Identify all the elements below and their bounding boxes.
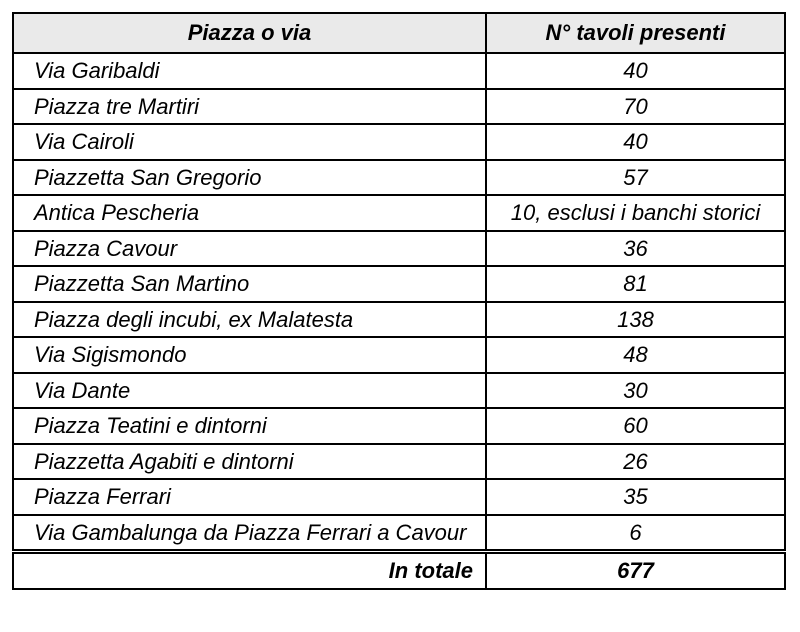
header-row <box>13 13 785 53</box>
tables-cell: 40 <box>486 53 785 89</box>
table-row <box>13 444 785 480</box>
place-cell: Piazza Teatini e dintorni <box>13 408 486 444</box>
tables-cell: 26 <box>486 444 785 480</box>
tables-cell: 48 <box>486 337 785 373</box>
table-row <box>13 302 785 338</box>
table-row <box>13 160 785 196</box>
tables-cell: 57 <box>486 160 785 196</box>
table-row <box>13 479 785 515</box>
table-row <box>13 89 785 125</box>
table-row <box>13 408 785 444</box>
place-cell: Via Sigismondo <box>13 337 486 373</box>
table-row <box>13 53 785 89</box>
document-page <box>12 12 784 590</box>
table-row <box>13 266 785 302</box>
place-cell: Via Cairoli <box>13 124 486 160</box>
total-value: 677 <box>486 552 785 590</box>
place-cell: Via Dante <box>13 373 486 409</box>
tables-cell: 81 <box>486 266 785 302</box>
place-cell: Piazzetta San Martino <box>13 266 486 302</box>
table-row <box>13 337 785 373</box>
place-cell: Via Gambalunga da Piazza Ferrari a Cavour <box>13 515 486 552</box>
column-header-tables: N° tavoli presenti <box>486 13 785 53</box>
place-cell: Piazzetta Agabiti e dintorni <box>13 444 486 480</box>
table-row <box>13 515 785 552</box>
tables-cell: 40 <box>486 124 785 160</box>
place-cell: Antica Pescheria <box>13 195 486 231</box>
tables-cell: 10, esclusi i banchi storici <box>486 195 785 231</box>
tables-cell: 35 <box>486 479 785 515</box>
place-cell: Piazzetta San Gregorio <box>13 160 486 196</box>
tables-cell: 6 <box>486 515 785 552</box>
tables-cell: 138 <box>486 302 785 338</box>
total-label: In totale <box>13 552 486 590</box>
tables-cell: 70 <box>486 89 785 125</box>
place-cell: Via Garibaldi <box>13 53 486 89</box>
table-row <box>13 124 785 160</box>
tables-cell: 30 <box>486 373 785 409</box>
table-row <box>13 231 785 267</box>
total-row <box>13 552 785 590</box>
tables-cell: 60 <box>486 408 785 444</box>
tables-cell: 36 <box>486 231 785 267</box>
place-cell: Piazza Cavour <box>13 231 486 267</box>
column-header-place: Piazza o via <box>13 13 486 53</box>
tables-count-table <box>12 12 786 590</box>
place-cell: Piazza degli incubi, ex Malatesta <box>13 302 486 338</box>
place-cell: Piazza Ferrari <box>13 479 486 515</box>
place-cell: Piazza tre Martiri <box>13 89 486 125</box>
table-row <box>13 373 785 409</box>
table-row <box>13 195 785 231</box>
